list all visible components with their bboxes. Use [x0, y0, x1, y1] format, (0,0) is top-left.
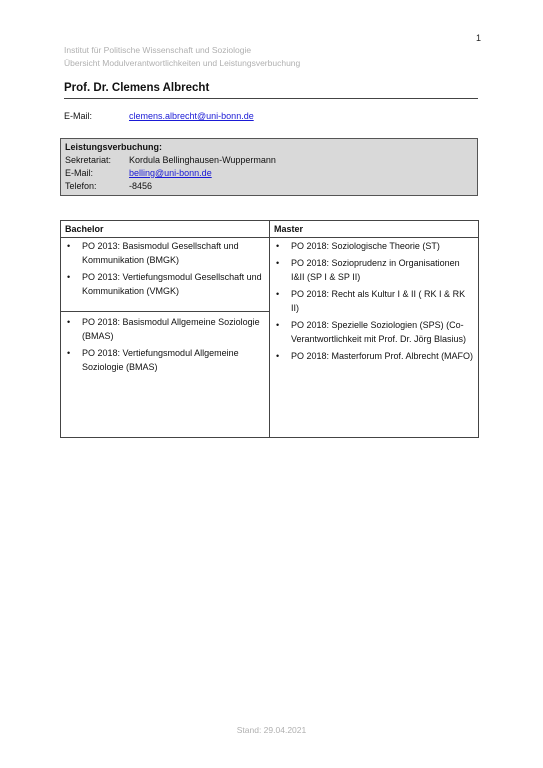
email-label: E-Mail: — [64, 111, 93, 121]
person-email-link[interactable]: clemens.albrecht@uni-bonn.de — [129, 111, 254, 121]
list-item: • PO 2018: Basismodul Allgemeine Soziologie (BMAS) — [65, 315, 265, 343]
list-item: • PO 2013: Basismodul Gesellschaft und Kommunikation (BMGK) — [65, 239, 265, 267]
list-item: • PO 2013: Vertiefungsmodul Gesellschaft und Kommunikation (VMGK) — [65, 270, 265, 298]
list-item: • PO 2018: Vertiefungsmodul Allgemeine Soziologie (BMAS) — [65, 346, 265, 374]
bachelor-header: Bachelor — [61, 221, 270, 238]
table-header-row — [61, 221, 479, 238]
phone-row — [65, 180, 473, 193]
page-number: 1 — [475, 33, 481, 43]
list-item: • PO 2018: Recht als Kultur I & II ( RK I & RK II) — [274, 287, 474, 315]
table-row — [61, 238, 479, 438]
bachelor-po2013-list — [61, 238, 269, 307]
institute-name: Institut für Politische Wissenschaft und Soziologie — [64, 45, 252, 55]
list-item: • PO 2018: Sozioprudenz in Organisationen I&II (SP I & SP II) — [274, 256, 474, 284]
footer-date: Stand: 29.04.2021 — [236, 725, 307, 735]
leistungsverbuchung-box — [60, 138, 478, 196]
master-cell — [270, 238, 479, 438]
secretariat-email-link[interactable]: belling@uni-bonn.de — [129, 168, 212, 178]
person-name: Prof. Dr. Clemens Albrecht — [64, 82, 478, 99]
secretariat-email-row — [65, 167, 473, 180]
bachelor-po2013-block — [61, 238, 269, 312]
secretariat-label: Sekretariat: — [65, 155, 112, 165]
bachelor-po2018-list — [61, 314, 269, 383]
master-list — [270, 238, 478, 372]
master-header: Master — [270, 221, 479, 238]
phone-value: -8456 — [129, 181, 153, 191]
document-header — [64, 44, 300, 70]
phone-label: Telefon: — [65, 181, 97, 191]
secretariat-row — [65, 154, 473, 167]
secretariat-value: Kordula Bellinghausen-Wuppermann — [129, 155, 276, 165]
list-item: • PO 2018: Soziologische Theorie (ST) — [274, 239, 474, 253]
list-item: • PO 2018: Masterforum Prof. Albrecht (MAFO) — [274, 349, 474, 363]
leistungsverbuchung-heading: Leistungsverbuchung: — [65, 142, 163, 152]
bachelor-cell — [61, 238, 270, 438]
document-subtitle: Übersicht Modulverantwortlichkeiten und Leistungsverbuchung — [64, 58, 301, 68]
bachelor-po2018-block — [61, 312, 269, 383]
list-item: • PO 2018: Spezielle Soziologien (SPS) (Co-Verantwortlichkeit mit Prof. Dr. Jörg Blasius) — [274, 318, 474, 346]
modules-table — [60, 220, 479, 438]
person-email-row — [64, 111, 254, 121]
secretariat-email-label: E-Mail: — [65, 168, 94, 178]
